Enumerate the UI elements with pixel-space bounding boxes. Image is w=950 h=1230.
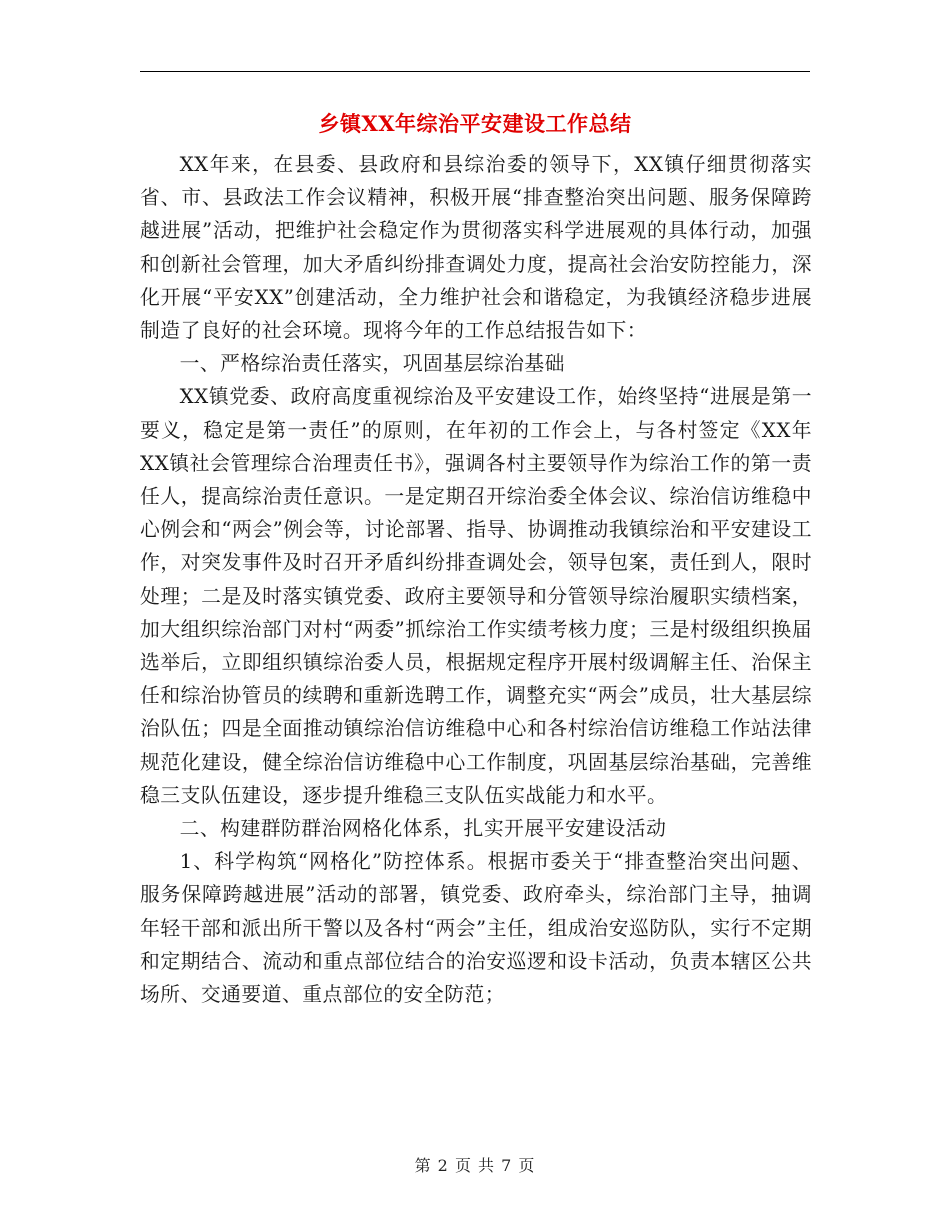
paragraph-section-1: XX镇党委、政府高度重视综治及平安建设工作，始终坚持“进展是第一要义，稳定是第一责任”的原则，在年初的工作会上，与各村签定《XX年XX镇社会管理综合治理责任书》，强调各村主要领导作为综治工作的第一责任人，提高综治责任意识。一是定期召开综治委全体会议、综治信访维稳中心例会和“两会”例会等，讨论部署、指导、协调推动我镇综治和平安建设工作，对突发事件及时召开矛盾纠纷排查调处会，领导包案，责任到人，限时处理；二是及时落实镇党委、政府主要领导和分管领导综治履职实绩档案，加大组织综治部门对村“两委”抓综治工作实绩考核力度；三是村级组织换届选举后，立即组织镇综治委人员，根据规定程序开展村级调解主任、治保主任和综治协管员的续聘和重新选聘工作，调整充实“两会”成员，壮大基层综治队伍；四是全面推动镇综治信访维稳中心和各村综治信访维稳工作站法律规范化建设，健全综治信访维稳中心工作制度，巩固基层综治基础，完善维稳三支队伍建设，逐步提升维稳三支队伍实战能力和水平。 bbox=[140, 385, 812, 807]
section-heading-2: 二、构建群防群治网格化体系，扎实开展平安建设活动 bbox=[179, 817, 667, 841]
paragraph-intro: XX年来，在县委、县政府和县综治委的领导下，XX镇仔细贯彻落实省、市、县政法工作会议精神，积极开展“排查整治突出问题、服务保障跨越进展”活动，把维护社会稳定作为贯彻落实科学进展观的具体行动，加强和创新社会管理，加大矛盾纠纷排查调处力度，提高社会治安防控能力，深化开展“平安XX”创建活动，全力维护社会和谐稳定，为我镇经济稳步进展制造了良好的社会环境。现将今年的工作总结报告如下： bbox=[140, 153, 812, 343]
document-title: 乡镇XX年综治平安建设工作总结 bbox=[318, 111, 632, 136]
header-rule bbox=[140, 71, 810, 72]
section-heading-1: 一、严格综治责任落实，巩固基层综治基础 bbox=[179, 352, 565, 376]
paragraph-section-2-item-1: 1、科学构筑“网格化”防控体系。根据市委关于“排查整治突出问题、服务保障跨越进展”活动的部署，镇党委、政府牵头，综治部门主导，抽调年轻干部和派出所干警以及各村“两会”主任，组成治安巡防队，实行不定期和定期结合、流动和重点部位结合的治安巡逻和设卡活动，负责本辖区公共场所、交通要道、重点部位的安全防范； bbox=[140, 850, 812, 1007]
document-body bbox=[140, 148, 812, 1011]
page-number-footer: 第 2 页 共 7 页 bbox=[414, 1156, 536, 1175]
